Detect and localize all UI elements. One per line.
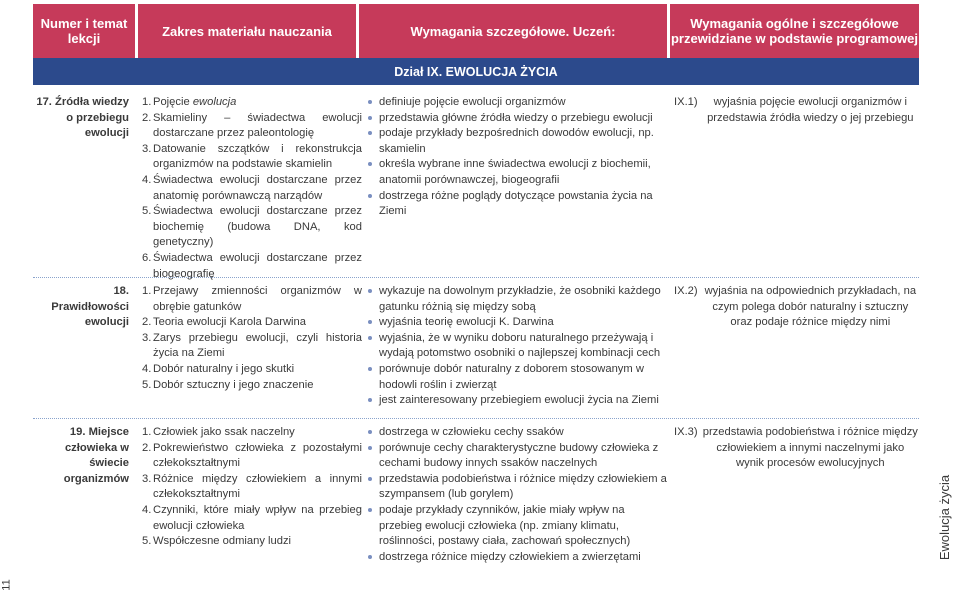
- list-item: 5. Świadectwa ewolucji dostarczane przez biochemię (budowa DNA, kod genetyczny): [142, 205, 362, 249]
- list-item: 1. Pojęcie ewolucja: [142, 96, 237, 108]
- requirement-text: przedstawia podobieństwa i różnice między człowiekiem a innymi naczelnymi jako wynik procesów ewolucyjnych: [702, 426, 918, 470]
- bullet-icon: [368, 162, 372, 166]
- list-item: 5. Dobór sztuczny i jego znaczenie: [142, 378, 314, 391]
- section-title: Dział IX. EWOLUCJA ŻYCIA: [33, 58, 919, 85]
- bullet-icon: [368, 194, 372, 198]
- lesson-title: 18. Prawidłowości ewolucji: [51, 285, 129, 329]
- requirement-text: wyjaśnia na odpowiednich przykładach, na czym polega dobór naturalny i sztuczny oraz podaje różnice między nimi: [704, 285, 917, 329]
- list-item: 2. Pokrewieństwo człowieka z pozostałymi człekokształtnymi: [142, 441, 362, 470]
- list-item: porównuje cechy charakterystyczne budowy człowieka z cechami budowy innych ssaków naczelnych: [368, 441, 670, 472]
- requirement-text: wyjaśnia pojęcie ewolucji organizmów i przedstawia źródła wiedzy o jej przebiegu: [707, 96, 914, 124]
- detailed-requirements: [368, 284, 670, 409]
- list-item: 1. Przejawy zmienności organizmów w obrębie gatunków: [142, 285, 362, 313]
- bullet-icon: [368, 116, 372, 120]
- bullet-icon: [368, 100, 372, 104]
- bullet-icon: [368, 446, 372, 450]
- lesson-title: 17. Źródła wiedzy o przebiegu ewolucji: [36, 96, 129, 140]
- list-item: 1. Człowiek jako ssak naczelny: [142, 426, 295, 438]
- list-item: wyjaśnia, że w wyniku doboru naturalnego przeżywają i wydają potomstwo osobniki o najlepszej kombinacji cech: [368, 331, 670, 362]
- header-detailed-requirements: Wymagania szczegółowe. Uczeń:: [359, 4, 667, 58]
- scope-list: [142, 284, 362, 393]
- list-item: podaje przykłady bezpośrednich dowodów ewolucji, np. skamielin: [368, 126, 670, 157]
- list-item: wyjaśnia teorię ewolucji K. Darwina: [368, 315, 670, 331]
- list-item: porównuje dobór naturalny z doborem stosowanym w hodowli roślin i zwierząt: [368, 362, 670, 393]
- bullet-icon: [368, 508, 372, 512]
- header-scope: Zakres materiału nauczania: [138, 4, 356, 58]
- row-divider: [33, 418, 919, 419]
- requirement-code: IX.3): [674, 426, 698, 438]
- requirement-code: IX.1): [674, 96, 698, 108]
- header-general-requirements: Wymagania ogólne i szczegółowe przewidziane w podstawie programowej: [670, 4, 919, 58]
- bullet-icon: [368, 289, 372, 293]
- row-divider: [33, 277, 919, 278]
- detailed-requirements: [368, 425, 670, 565]
- list-item: dostrzega różnice między człowiekiem a zwierzętami: [368, 550, 670, 566]
- bullet-icon: [368, 131, 372, 135]
- list-item: 3. Datowanie szczątków i rekonstrukcja organizmów na podstawie skamielin: [142, 142, 362, 171]
- scope-list: [142, 95, 362, 282]
- list-item: 6. Świadectwa ewolucji dostarczane przez biogeografię: [142, 251, 362, 280]
- lesson-title: 19. Miejsce człowieka w świecie organizmów: [63, 426, 129, 485]
- list-item: 4. Świadectwa ewolucji dostarczane przez anatomię porównawczą narządów: [142, 173, 362, 202]
- list-item: dostrzega w człowieku cechy ssaków: [368, 425, 670, 441]
- list-item: 2. Teoria ewolucji Karola Darwina: [142, 316, 306, 329]
- list-item: jest zainteresowany przebiegiem ewolucji życia na Ziemi: [368, 393, 670, 409]
- list-item: 3. Różnice między człowiekiem a innymi człekokształtnymi: [142, 472, 362, 501]
- list-item: 3. Zarys przebiegu ewolucji, czyli historia życia na Ziemi: [142, 331, 362, 360]
- side-chapter-label: Ewolucja życia: [937, 474, 953, 561]
- list-item: 4. Czynniki, które miały wpływ na przebieg ewolucji człowieka: [142, 503, 362, 532]
- list-item: 2. Skamieliny – świadectwa ewolucji dostarczane przez paleontologię: [142, 111, 362, 140]
- bullet-icon: [368, 367, 372, 371]
- bullet-icon: [368, 336, 372, 340]
- bullet-icon: [368, 477, 372, 481]
- list-item: określa wybrane inne świadectwa ewolucji z biochemii, anatomii porównawczej, biogeografii: [368, 157, 670, 188]
- general-requirement: [674, 425, 919, 472]
- list-item: podaje przykłady czynników, jakie miały wpływ na przebieg ewolucji człowieka (np. zmiany klimatu, roślinności, postawy ciała, zachowań społecznych): [368, 503, 670, 550]
- general-requirement: [674, 95, 919, 126]
- list-item: przedstawia podobieństwa i różnice między człowiekiem a szympansem (lub gorylem): [368, 472, 670, 503]
- detailed-requirements: [368, 95, 670, 220]
- requirement-code: IX.2): [674, 285, 698, 297]
- general-requirement: [674, 284, 919, 331]
- list-item: 5. Współczesne odmiany ludzi: [142, 535, 292, 548]
- page-number: 11: [0, 579, 13, 591]
- list-item: dostrzega różne poglądy dotyczące powstania życia na Ziemi: [368, 189, 670, 220]
- list-item: wykazuje na dowolnym przykładzie, że osobniki każdego gatunku różnią się między sobą: [368, 284, 670, 315]
- bullet-icon: [368, 555, 372, 559]
- list-item: 4. Dobór naturalny i jego skutki: [142, 362, 295, 375]
- bullet-icon: [368, 430, 372, 434]
- list-item: przedstawia główne źródła wiedzy o przebiegu ewolucji: [368, 111, 670, 127]
- bullet-icon: [368, 320, 372, 324]
- bullet-icon: [368, 398, 372, 402]
- header-lesson: Numer i temat lekcji: [33, 4, 135, 58]
- list-item: definiuje pojęcie ewolucji organizmów: [368, 95, 670, 111]
- scope-list: [142, 425, 362, 550]
